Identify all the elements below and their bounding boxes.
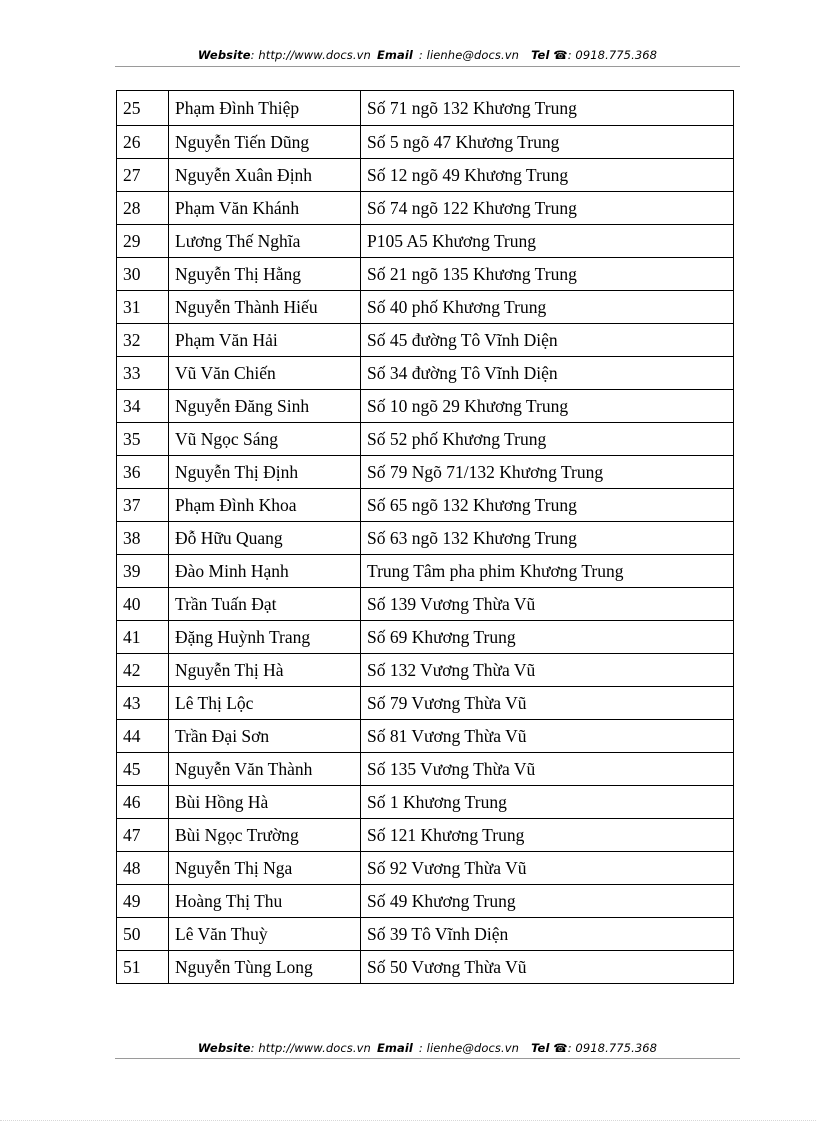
email-address[interactable]: : lienhe@docs.vn [418,1041,520,1055]
name-cell: Vũ Ngọc Sáng [169,423,361,456]
row-number-cell: 43 [117,687,169,720]
table-row [117,423,734,456]
table-row [117,555,734,588]
address-cell: Số 65 ngõ 132 Khương Trung [361,489,734,522]
row-number-cell: 51 [117,951,169,984]
row-number-cell: 41 [117,621,169,654]
name-cell: Lương Thế Nghĩa [169,225,361,258]
email-label: Email [376,1041,413,1055]
header-divider [115,66,740,67]
name-cell: Trần Đại Sơn [169,720,361,753]
name-cell: Nguyễn Thị Nga [169,852,361,885]
name-cell: Nguyễn Tùng Long [169,951,361,984]
table-row [117,192,734,225]
row-number-cell: 33 [117,357,169,390]
name-cell: Nguyễn Đăng Sinh [169,390,361,423]
table-row [117,588,734,621]
row-number-cell: 36 [117,456,169,489]
address-cell: Số 71 ngõ 132 Khương Trung [361,91,734,126]
table-row [117,819,734,852]
table-row [117,753,734,786]
table-row [117,951,734,984]
table-row [117,159,734,192]
tel-number: : 0918.775.368 [567,48,658,62]
page-edge [0,1120,816,1121]
table-row [117,258,734,291]
row-number-cell: 46 [117,786,169,819]
address-cell: Số 34 đường Tô Vĩnh Diện [361,357,734,390]
table-row [117,489,734,522]
row-number-cell: 42 [117,654,169,687]
tel-label: Tel [531,48,550,62]
row-number-cell: 50 [117,918,169,951]
address-cell: Số 74 ngõ 122 Khương Trung [361,192,734,225]
table-row [117,852,734,885]
address-cell: Số 132 Vương Thừa Vũ [361,654,734,687]
address-cell: Số 5 ngõ 47 Khương Trung [361,126,734,159]
table-row [117,621,734,654]
table-row [117,720,734,753]
name-cell: Bùi Hồng Hà [169,786,361,819]
address-cell: Số 139 Vương Thừa Vũ [361,588,734,621]
tel-label: Tel [531,1041,550,1055]
address-cell: Số 40 phố Khương Trung [361,291,734,324]
website-url[interactable]: : http://www.docs.vn [250,48,371,62]
name-cell: Phạm Đình Khoa [169,489,361,522]
table-row [117,225,734,258]
address-cell: Số 50 Vương Thừa Vũ [361,951,734,984]
row-number-cell: 28 [117,192,169,225]
address-cell: Số 79 Vương Thừa Vũ [361,687,734,720]
address-cell: Số 63 ngõ 132 Khương Trung [361,522,734,555]
phone-icon: ☎ [553,1041,568,1055]
row-number-cell: 47 [117,819,169,852]
address-cell: Số 45 đường Tô Vĩnh Diện [361,324,734,357]
address-cell: Số 1 Khương Trung [361,786,734,819]
address-cell: Số 135 Vương Thừa Vũ [361,753,734,786]
row-number-cell: 40 [117,588,169,621]
name-cell: Nguyễn Thị Định [169,456,361,489]
table-row [117,390,734,423]
row-number-cell: 44 [117,720,169,753]
name-cell: Phạm Đình Thiệp [169,91,361,126]
email-label: Email [376,48,413,62]
table-row [117,687,734,720]
address-cell: Số 121 Khương Trung [361,819,734,852]
table-row [117,522,734,555]
table-row [117,456,734,489]
name-cell: Lê Thị Lộc [169,687,361,720]
name-cell: Lê Văn Thuỳ [169,918,361,951]
row-number-cell: 45 [117,753,169,786]
row-number-cell: 25 [117,91,169,126]
address-cell: Số 49 Khương Trung [361,885,734,918]
address-cell: Số 81 Vương Thừa Vũ [361,720,734,753]
address-cell: Số 92 Vương Thừa Vũ [361,852,734,885]
row-number-cell: 35 [117,423,169,456]
resident-table [116,90,734,984]
name-cell: Nguyễn Tiến Dũng [169,126,361,159]
address-cell: Số 39 Tô Vĩnh Diện [361,918,734,951]
table-row [117,918,734,951]
address-cell: P105 A5 Khương Trung [361,225,734,258]
table-row [117,126,734,159]
name-cell: Vũ Văn Chiến [169,357,361,390]
name-cell: Nguyễn Thị Hằng [169,258,361,291]
row-number-cell: 31 [117,291,169,324]
row-number-cell: 48 [117,852,169,885]
tel-number: : 0918.775.368 [567,1041,658,1055]
page-footer [115,1041,740,1055]
name-cell: Nguyễn Văn Thành [169,753,361,786]
address-cell: Số 12 ngõ 49 Khương Trung [361,159,734,192]
table-row [117,91,734,126]
table-row [117,786,734,819]
row-number-cell: 26 [117,126,169,159]
name-cell: Nguyễn Thị Hà [169,654,361,687]
name-cell: Trần Tuấn Đạt [169,588,361,621]
page-header [115,48,740,62]
footer-divider [115,1058,740,1059]
email-address[interactable]: : lienhe@docs.vn [418,48,520,62]
address-cell: Số 10 ngõ 29 Khương Trung [361,390,734,423]
name-cell: Phạm Văn Khánh [169,192,361,225]
row-number-cell: 32 [117,324,169,357]
row-number-cell: 49 [117,885,169,918]
name-cell: Đặng Huỳnh Trang [169,621,361,654]
phone-icon: ☎ [553,48,568,62]
row-number-cell: 38 [117,522,169,555]
row-number-cell: 30 [117,258,169,291]
website-label: Website [197,1041,251,1055]
table-row [117,885,734,918]
row-number-cell: 34 [117,390,169,423]
table-row [117,357,734,390]
row-number-cell: 37 [117,489,169,522]
name-cell: Bùi Ngọc Trường [169,819,361,852]
website-label: Website [197,48,251,62]
website-url[interactable]: : http://www.docs.vn [250,1041,371,1055]
address-cell: Trung Tâm pha phim Khương Trung [361,555,734,588]
table-row [117,654,734,687]
name-cell: Nguyễn Xuân Định [169,159,361,192]
address-cell: Số 52 phố Khương Trung [361,423,734,456]
name-cell: Hoàng Thị Thu [169,885,361,918]
name-cell: Đào Minh Hạnh [169,555,361,588]
row-number-cell: 27 [117,159,169,192]
address-cell: Số 79 Ngõ 71/132 Khương Trung [361,456,734,489]
table-row [117,324,734,357]
row-number-cell: 29 [117,225,169,258]
address-cell: Số 21 ngõ 135 Khương Trung [361,258,734,291]
row-number-cell: 39 [117,555,169,588]
address-cell: Số 69 Khương Trung [361,621,734,654]
name-cell: Đỗ Hữu Quang [169,522,361,555]
name-cell: Nguyễn Thành Hiếu [169,291,361,324]
table-row [117,291,734,324]
resident-table-body [117,91,734,984]
name-cell: Phạm Văn Hải [169,324,361,357]
